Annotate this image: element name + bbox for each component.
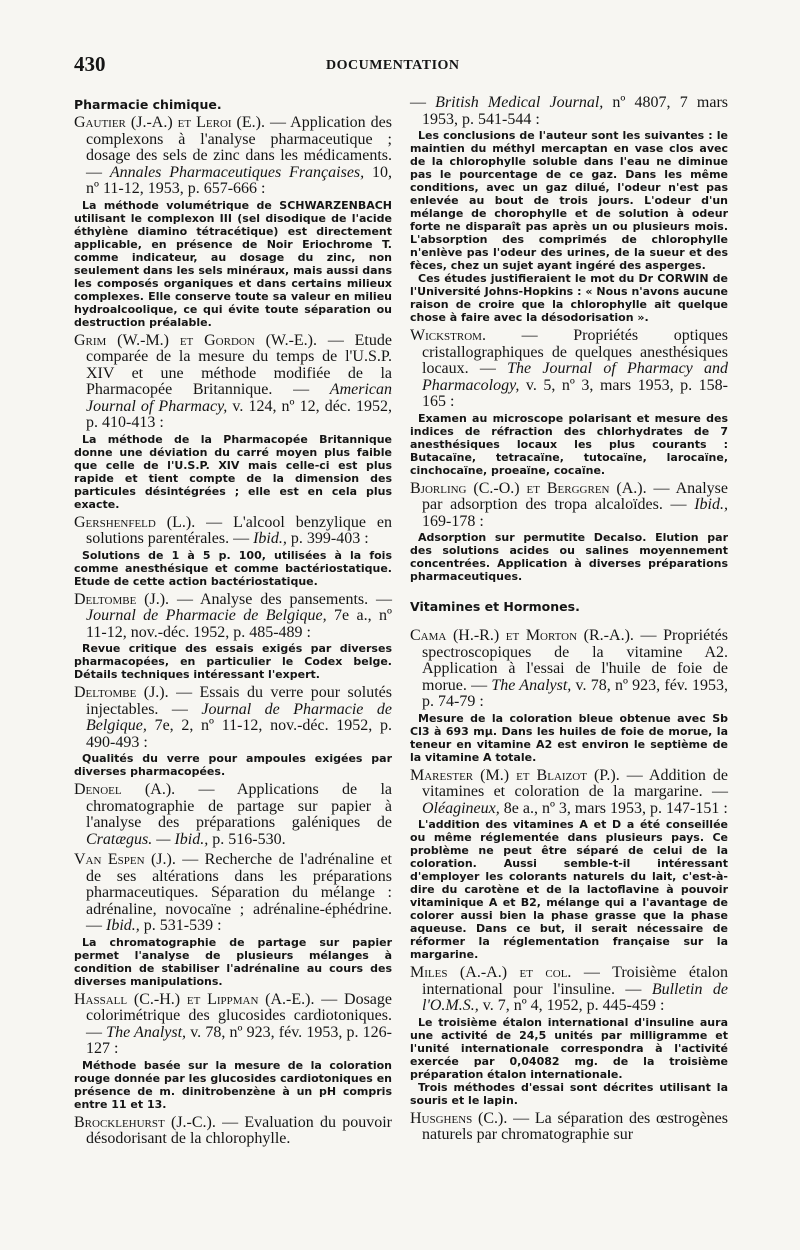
publication-details: v. 7, nº 4, 1952, p. 445-459 : (478, 997, 665, 1014)
entry-authors: Miles (A.-A.) et col. (410, 964, 572, 981)
journal-title: The Analyst, (491, 676, 572, 694)
bibliography-entry (74, 685, 392, 778)
publication-details: 8e a., nº 3, mars 1953, p. 147-151 : (499, 799, 728, 817)
publication-details: v. 78, nº 923, fév. 1953, p. 74-79 : (422, 676, 728, 710)
entry-authors: Deltombe (J.). (74, 590, 170, 608)
publication-details: 169-178 : (422, 512, 484, 530)
bibliography-entry (410, 768, 728, 962)
abstract-paragraph: Méthode basée sur la mesure de la coloration rouge donnée par les glucosides cardiotoniques en présence de m. dinitrobenzène à un pH compris entre 11 et 13. (74, 1058, 392, 1111)
bibliography-entry (74, 852, 392, 988)
journal-title: Bulletin de l'O.M.S., (422, 980, 728, 1014)
entry-authors: Husghens (C.). (410, 1109, 508, 1127)
publication-details: 10, nº 11-12, 1953, p. 657-666 : (86, 163, 392, 197)
reference (410, 481, 728, 531)
entry-authors: Deltombe (J.). (74, 684, 169, 701)
publication-details: nº 4807, 7 mars 1953, p. 541-544 : (422, 94, 728, 128)
publication-details: p. 516-530. (208, 830, 286, 848)
citation-prefix: — (410, 94, 436, 111)
reference (410, 768, 728, 818)
abstract-paragraph: Trois méthodes d'essai sont décrites utilisant la souris et le lapin. (410, 1080, 728, 1107)
right-column (410, 95, 728, 1148)
entry-authors: Brocklehurst (J.-C.). (74, 1113, 216, 1131)
abstract-paragraph: Ces études justifieraient le mot du Dr CORWIN de l'Université Johns-Hopkins : « Nous n'avons aucune raison de croire que la chlorophylle ait quelque chose à faire avec la désodorisation ». (410, 272, 728, 324)
bibliography-entry (74, 515, 392, 588)
bibliography-entry (74, 992, 392, 1111)
entry-authors: Bjorling (C.-O.) et Berggren (A.). (410, 479, 647, 497)
abstract-paragraph: Qualités du verre pour ampoules exigées par diverses pharmacopées. (74, 752, 392, 778)
abstract-paragraph: Mesure de la coloration bleue obtenue avec Sb Cl3 à 693 mμ. Dans les huiles de foie de morue, la teneur en vitamine A2 est environ le septième de la vitamine A totale. (410, 711, 728, 764)
publication-details: 7e a., nº 11-12, nov.-déc. 1952, p. 485-489 : (86, 607, 392, 641)
entry-title: — Dosage colorimétrique des glucosides cardiotoniques. — (86, 990, 392, 1041)
publication-details: p. 531-539 : (139, 917, 222, 934)
journal-title: The Journal of Pharmacy and Pharmacology, (422, 360, 728, 394)
reference (74, 992, 392, 1058)
reference (74, 1115, 392, 1148)
entry-authors: Hassall (C.-H.) et Lippman (A.-E.). (74, 990, 315, 1008)
abstract-paragraph: Les conclusions de l'auteur sont les suivantes : le maintien du méthyl mercaptan en vase clos avec de la chlorophylle soluble dans l'eau ne diminue pas le pourcentage de ce gaz. Dans les même conditions, avec un gaz dilué, l'odeur n'est pas enlevée au bout de trois jours. L'odeur d'un mélange de chorophylle et de solution à odeur forte ne disparaît pas après un ou plusieurs mois. L'absorption des comprimés de chlorophylle n'enlève pas l'odeur des urines, de la sueur et des fèces, chez un sujet ayant ingéré des asperges. (410, 129, 728, 272)
journal-title: The Analyst, (106, 1023, 187, 1041)
entry-title: — Application des complexons à l'analyse pharmaceutique ; dosage des sels de zinc dans les médicaments. — (86, 114, 393, 181)
journal-title: Journal de Pharmacie de Belgique, (86, 607, 327, 624)
journal-title: Oléagineux, (422, 799, 500, 817)
left-entries (74, 115, 392, 1148)
entry-title: — L'alcool benzylique en solutions parentérales. — (86, 513, 392, 547)
reference (74, 515, 392, 548)
abstract-paragraph: Solutions de 1 à 5 p. 100, utilisées à la fois comme anesthésique et comme bactériostatique. Etude de cette action bactériostatique. (74, 548, 392, 588)
bibliography-entry (410, 628, 728, 764)
entry-title: — Applications de la chromatographie de partage sur papier à l'analyse des préparations galéniques de (86, 781, 393, 831)
journal-title: Ibid., (253, 530, 287, 547)
journal-title: British Medical Journal, (435, 94, 604, 111)
journal-title: American Journal of Pharmacy, (86, 381, 392, 415)
bibliography-entry (74, 592, 392, 682)
entry-title: — Etude comparée de la mesure du temps de l'U.S.P. XIV et une méthode modifiée de la Pharmacopée Britannique. — (86, 331, 392, 398)
entry-title: — La séparation des œstrogènes naturels par chromatographie sur (422, 1109, 728, 1143)
continued-entry (410, 95, 728, 324)
publication-details: 7e, 2, nº 11-12, nov.-déc. 1952, p. 490-493 : (86, 717, 392, 751)
publication-details: v. 78, nº 923, fév. 1953, p. 126-127 : (86, 1023, 393, 1057)
reference (74, 782, 392, 848)
entry-authors: Wickstrom. (410, 327, 486, 344)
journal-title: Ibid., (106, 917, 140, 934)
entry-authors: Grim (W.-M.) et Gordon (W.-E.). (74, 331, 317, 349)
entry-title: — Recherche de l'adrénaline et de ses altérations dans les préparations pharmaceutiques. Séparation du mélange : adrénaline, novocaïne ; adrénaline-éphédrine. — (86, 851, 393, 934)
reference (410, 965, 728, 1015)
reference (410, 95, 728, 128)
abstract-paragraph: Adsorption sur permutite Decalso. Elution par des solutions acides ou salines moyennement concentrées. Application à diverses préparations pharmaceutiques. (410, 531, 728, 583)
abstract-paragraph: La chromatographie de partage sur papier permet l'analyse de plusieurs mélanges à condition de stabiliser l'adrénaline au cours des diverses manipulations. (74, 935, 392, 988)
bibliography-entry (410, 328, 728, 477)
reference (74, 115, 392, 198)
journal-title: Journal de Pharmacie de Belgique, (86, 700, 392, 734)
publication-details: p. 399-403 : (286, 530, 369, 547)
entry-title: — Analyse par adsorption des tropa alcaloïdes. — (422, 479, 729, 513)
left-column (74, 95, 392, 1152)
section-title-vitamines: Vitamines et Hormones. (410, 599, 580, 614)
journal-title: Cratægus. — Ibid., (86, 830, 209, 848)
reference (74, 592, 392, 642)
publication-details: v. 124, nº 12, déc. 1952, p. 410-413 : (86, 397, 393, 431)
right-entries-a (410, 328, 728, 583)
entry-authors: Denoel (A.). (74, 781, 176, 798)
reference (74, 685, 392, 751)
abstract-paragraph: L'addition des vitamines A et D a été conseillée ou même réglementée dans plusieurs pays. Ce problème ne peut être séparé de celui de la coloration. Aussi semble-t-il intéressant d'employer les colorants naturels du lait, c'est-à-dire du carotène et de la lactoflavine à pouvoir vitaminique A et B2, mélange qui a l'avantage de colorer aussi bien la phase grasse que la phase aqueuse. Dans ce but, il serait nécessaire de réformer la réglementation française sur la margarine. (410, 818, 728, 961)
section-title-pharmacie: Pharmacie chimique. (74, 97, 222, 112)
publication-details: v. 5, nº 3, mars 1953, p. 158-165 : (422, 376, 728, 410)
entry-title: — Analyse des pansements. — (169, 590, 392, 608)
page-number: 430 (74, 52, 106, 76)
abstract-paragraph: Revue critique des essais exigés par diverses pharmacopées, en particulier le Codex belge. Détails techniques intéressant l'expert. (74, 642, 392, 681)
journal-title: Annales Pharmaceutiques Françaises, (109, 163, 365, 181)
abstract-paragraph: Le troisième étalon international d'insuline aura une activité de 24,5 unités par milligramme et l'unité internationale correspondra à l'activité exercée par 0,04082 mg. de la troisième préparation étalon internationale. (410, 1015, 728, 1081)
bibliography-entry (74, 782, 392, 848)
abstract-paragraph: La méthode de la Pharmacopée Britannique donne une déviation du carré moyen plus faible que celle de l'U.S.P. XIV mais celle-ci est plus rapide et tient compte de la dimension des particules désintégrées ; elle est en cela plus exacte. (74, 432, 392, 511)
bibliography-entry (74, 115, 392, 329)
running-title: DOCUMENTATION (326, 58, 460, 73)
journal-title: Ibid., (694, 496, 728, 513)
bibliography-entry (74, 333, 392, 511)
reference (74, 333, 392, 432)
reference (74, 852, 392, 935)
entry-title: — Addition de vitamines et coloration de la margarine. — (422, 766, 728, 800)
entry-authors: Gershenfeld (L.). (74, 513, 196, 531)
entry-title: — Propriétés spectroscopiques de la vitamine A2. Application à l'essai de l'huile de foie de morue. — (422, 627, 728, 694)
entry-authors: Cama (H.-R.) et Morton (R.-A.). (410, 627, 634, 644)
entry-title: — Troisième étalon international pour l'insuline. — (422, 964, 728, 998)
reference (410, 1111, 728, 1144)
reference (410, 328, 728, 411)
abstract-paragraph: Examen au microscope polarisant et mesure des indices de réfraction des chlorhydrates de 7 anesthésiques locaux les plus courants : Butacaïne, tetracaïne, tutocaïne, larocaïne, cinchocaïne, proeaïne, cocaïne. (410, 411, 728, 477)
entry-title: — Essais du verre pour solutés injectables. — (86, 684, 392, 718)
abstract-paragraph: La méthode volumétrique de SCHWARZENBACH utilisant le complexon III (sel disodique de l'acide éthylène diamino tétracétique) est directement applicable, en présence de Noir Eriochrome T. comme indicateur, au dosage du zinc, non seulement dans les sels minéraux, mais aussi dans les composés organiques et dans certains milieux complexes. Elle conserve toute sa valeur en milieu hydroalcoolique, ce qui évite toute séparation ou destruction préalable. (74, 198, 392, 329)
right-entries-b (410, 628, 728, 1144)
entry-authors: Van Espen (J.). (74, 851, 176, 868)
bibliography-entry (410, 965, 728, 1107)
bibliography-entry (410, 481, 728, 584)
bibliography-entry (74, 1115, 392, 1148)
entry-authors: Gautier (J.-A.) et Leroi (E.). (74, 114, 265, 131)
reference (410, 628, 728, 711)
bibliography-entry (410, 1111, 728, 1144)
entry-title: — Propriétés optiques cristallographiques de quelques anesthésiques locaux. — (422, 327, 728, 377)
entry-authors: Marester (M.) et Blaizot (P.). (410, 766, 620, 784)
entry-title: — Evaluation du pouvoir désodorisant de la chlorophylle. (86, 1113, 392, 1147)
